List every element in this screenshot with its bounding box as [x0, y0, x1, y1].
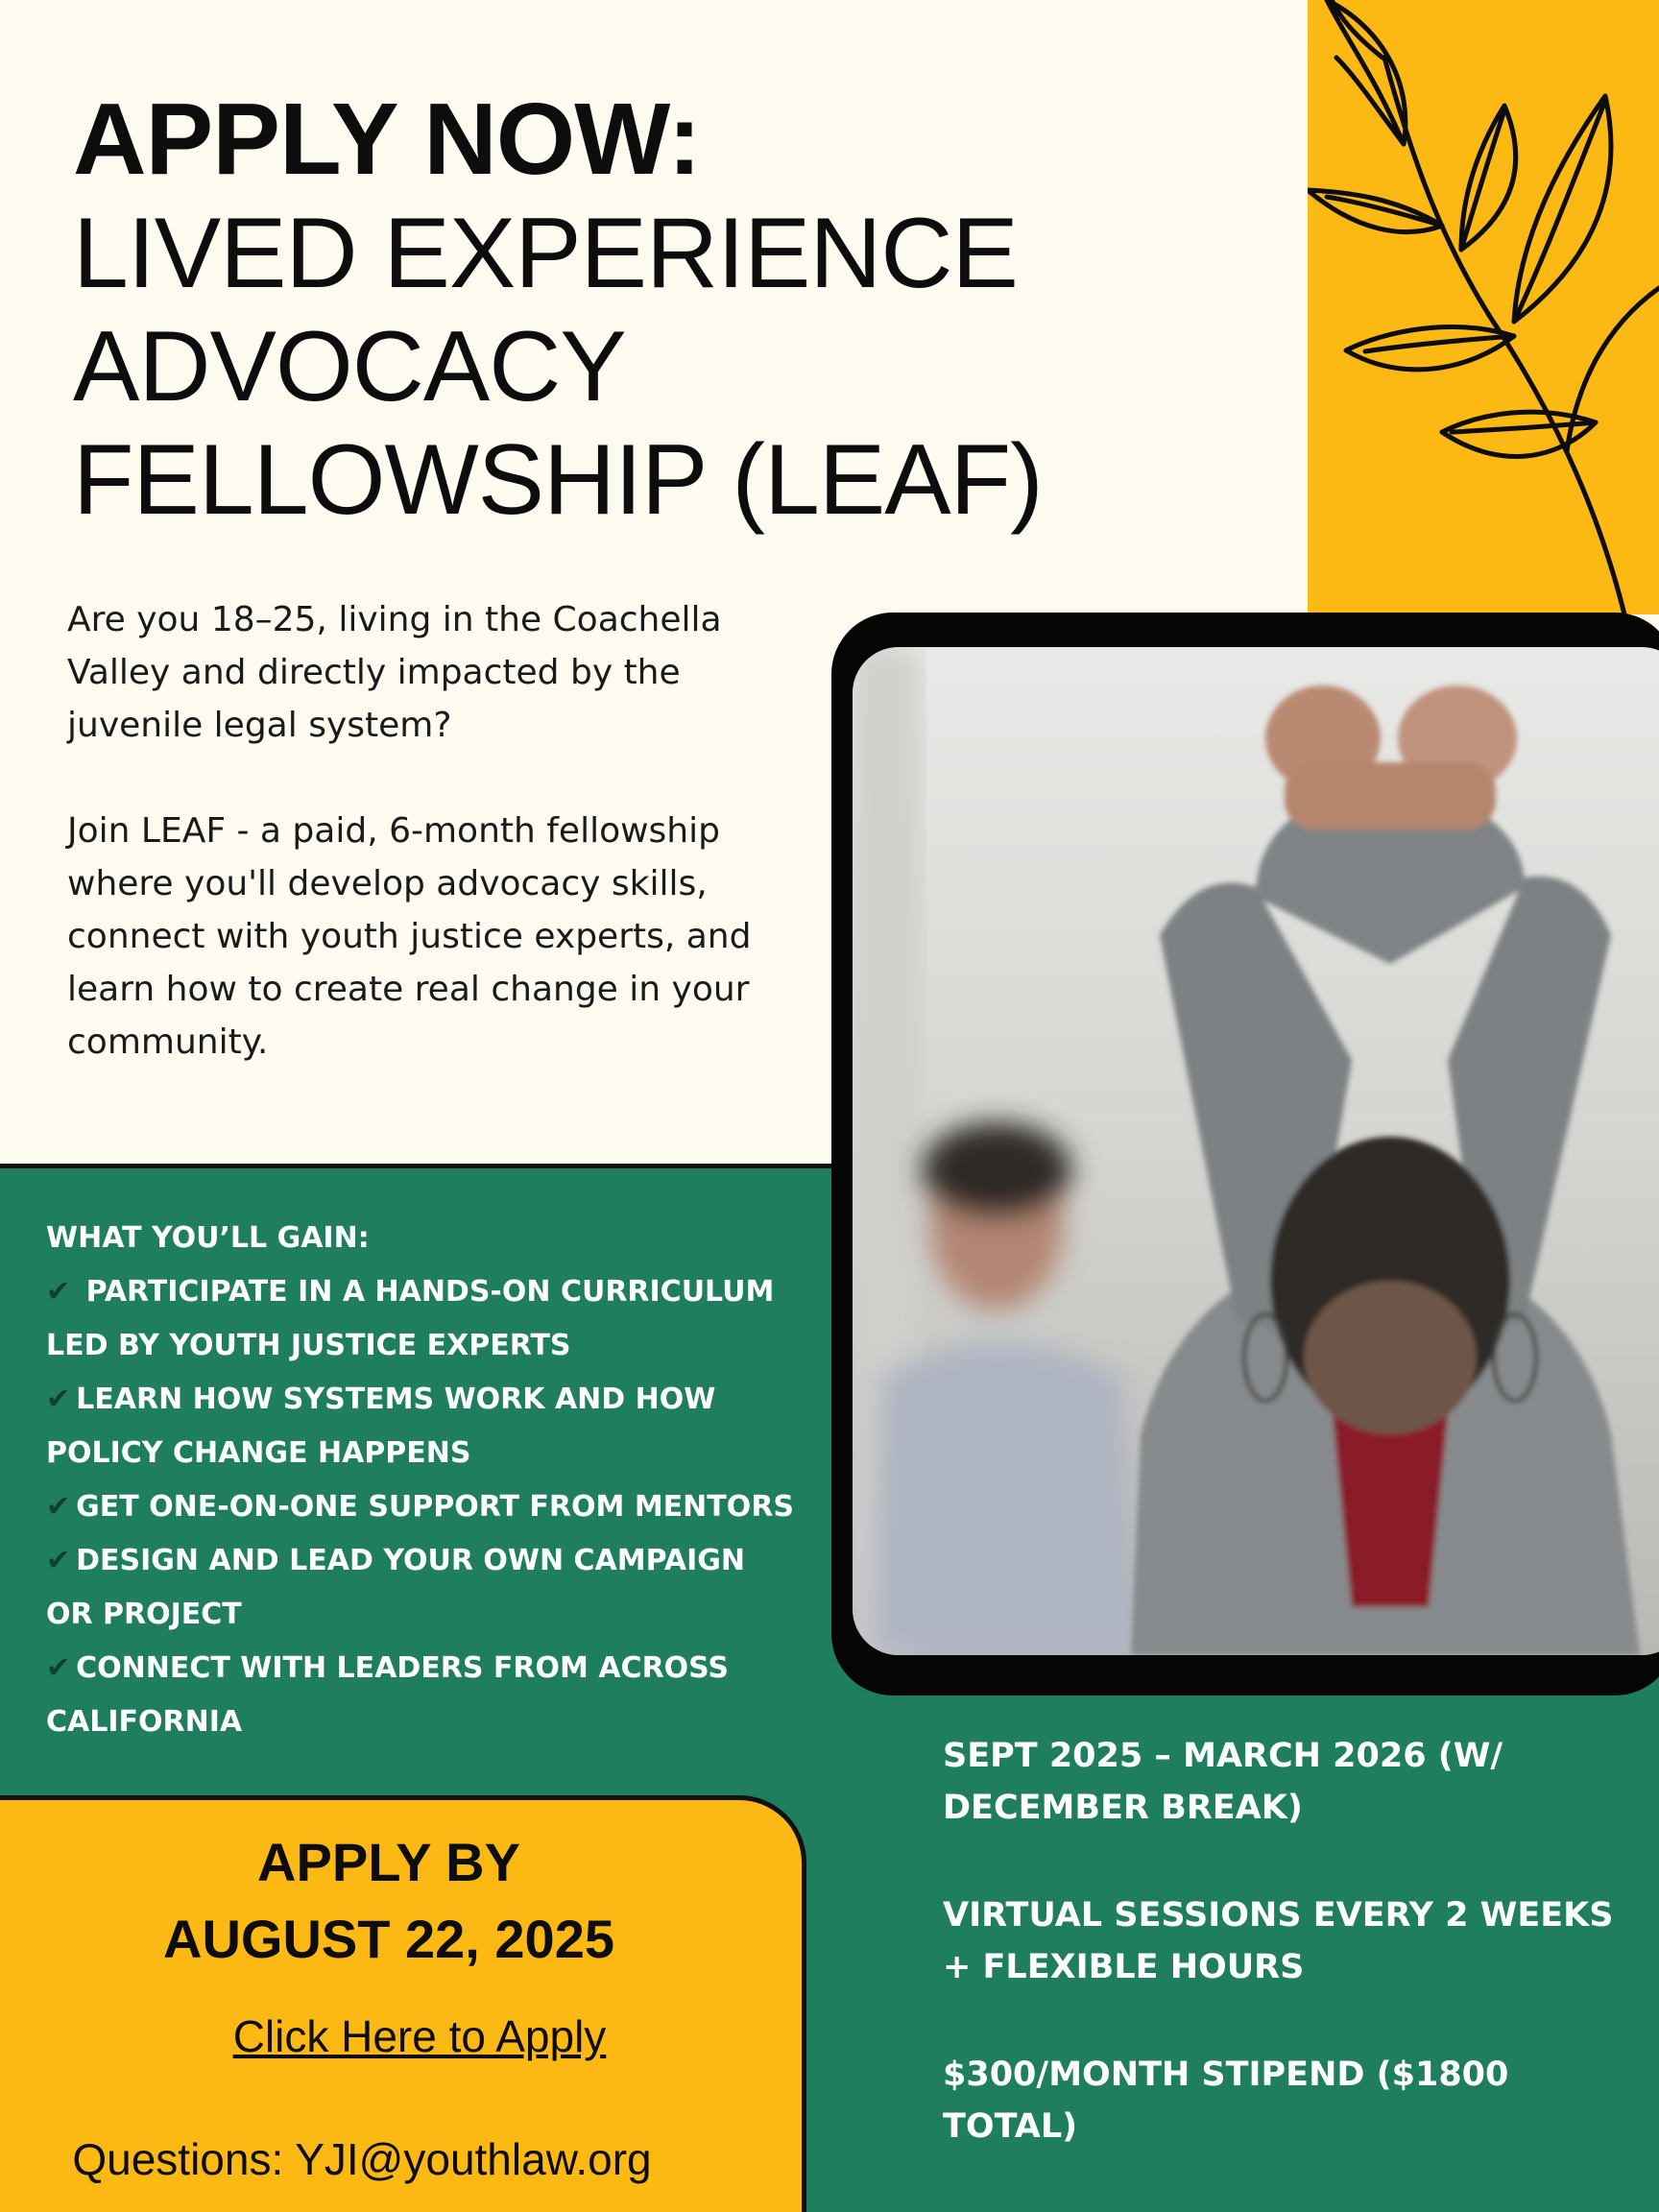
benefit-item — [46, 1534, 795, 1642]
headline-line-4: FELLOWSHIP (LEAF) — [73, 424, 1043, 536]
program-dates: SEPT 2025 – MARCH 2026 (W/ DECEMBER BREAK) — [943, 1737, 1503, 1827]
stipend-info: $300/MONTH STIPEND ($1800 TOTAL) — [943, 2056, 1509, 2146]
photo-frame — [831, 613, 1659, 1695]
benefit-item — [46, 1480, 795, 1534]
yellow-corner-panel — [1308, 0, 1659, 614]
leaf-branch-icon — [1308, 0, 1659, 614]
apply-link[interactable]: Click Here to Apply — [232, 2011, 607, 2061]
check-icon: ✔ — [46, 1490, 71, 1524]
headline-line-3: ADVOCACY — [73, 311, 626, 422]
benefit-text: LEARN HOW SYSTEMS WORK AND HOW POLICY CHANGE HAPPENS — [46, 1382, 716, 1470]
protest-photo — [853, 647, 1659, 1655]
benefit-text: GET ONE-ON-ONE SUPPORT FROM MENTORS — [76, 1490, 794, 1524]
benefit-text: CONNECT WITH LEADERS FROM ACROSS CALIFORNIA — [46, 1651, 730, 1739]
check-icon: ✔ — [46, 1544, 71, 1577]
benefits-heading: WHAT YOU’LL GAIN: — [46, 1221, 370, 1255]
benefit-item — [46, 1373, 795, 1480]
benefit-text: PARTICIPATE IN A HANDS-ON CURRICULUM LED BY YOUTH JUSTICE EXPERTS — [46, 1275, 775, 1362]
intro-question: Are you 18–25, living in the Coachella Valley and directly impacted by the juvenile legal system? — [67, 600, 722, 745]
benefit-item — [46, 1642, 795, 1749]
session-schedule: VIRTUAL SESSIONS EVERY 2 WEEKS + FLEXIBLE HOURS — [943, 1896, 1614, 1986]
check-icon: ✔ — [46, 1651, 71, 1685]
benefit-text: DESIGN AND LEAD YOUR OWN CAMPAIGN OR PROJECT — [46, 1544, 745, 1631]
apply-deadline — [0, 1824, 778, 1978]
benefit-item — [46, 1265, 795, 1373]
benefits-list — [46, 1212, 795, 1749]
headline-line-2: LIVED EXPERIENCE — [73, 198, 1018, 309]
check-icon: ✔ — [46, 1275, 71, 1309]
apply-by-date: AUGUST 22, 2025 — [163, 1909, 614, 1969]
apply-by-label: APPLY BY — [257, 1832, 520, 1892]
headline-apply-now: APPLY NOW: — [73, 83, 701, 196]
contact-questions: Questions: YJI@youthlaw.org — [72, 2134, 652, 2184]
intro-description: Join LEAF - a paid, 6-month fellowship where you'll develop advocacy skills, connect with youth justice experts, and learn how to create real change in your community. — [67, 811, 752, 1062]
check-icon: ✔ — [46, 1382, 71, 1416]
